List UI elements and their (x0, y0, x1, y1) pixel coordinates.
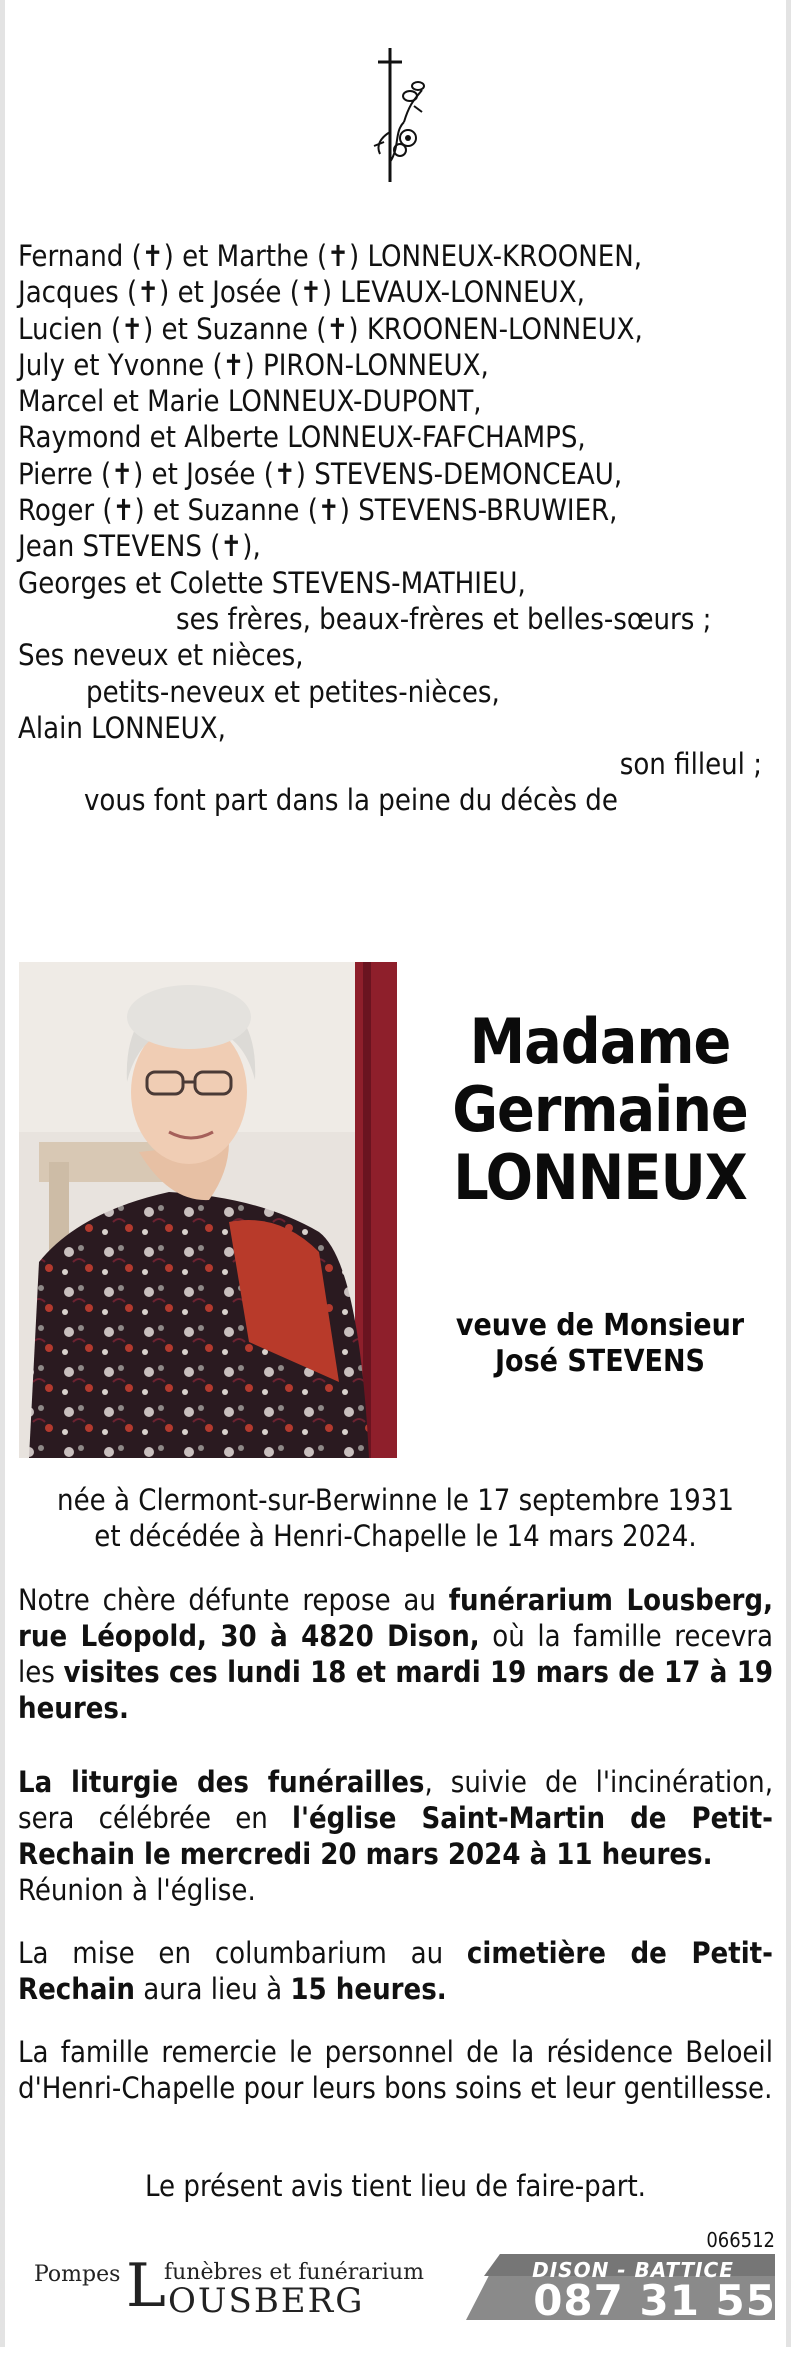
deceased-title: Madame (469, 1005, 731, 1078)
footer-phone: 087 31 55 55 (533, 2276, 776, 2374)
church-date-time: l'église Saint-Martin de Petit-Rechain le mercredi 20 mars 2024 à 11 heures. (18, 1801, 773, 1871)
family-line: Alain LONNEUX, (18, 710, 226, 745)
columbarium-text-a: La mise en columbarium au (18, 1936, 467, 1970)
family-line: Pierre (✝) et Josée (✝) STEVENS-DEMONCEAU, (18, 456, 623, 491)
reunion-note: Réunion à l'église. (18, 1873, 256, 1907)
left-border (0, 0, 5, 2347)
right-border (786, 0, 791, 2347)
family-line: Marcel et Marie LONNEUX-DUPONT, (18, 384, 482, 419)
visitation-times: visites ces lundi 18 et mardi 19 mars de 17 à 19 heures. (18, 1655, 774, 1725)
widow-line-2: José STEVENS (495, 1344, 705, 1379)
columbarium-text-c: aura lieu à (134, 1972, 291, 2006)
footer-funebres: funèbres et funérarium (164, 2260, 424, 2285)
family-line: Fernand (✝) et Marthe (✝) LONNEUX-KROONEN, (18, 239, 643, 273)
family-line: Lucien (✝) et Suzanne (✝) KROONEN-LONNEUX, (18, 311, 643, 346)
portrait-photo (19, 962, 397, 1458)
liturgy-paragraph (18, 1764, 773, 1908)
cemetery-name: cimetière de Petit-Rechain (18, 1936, 773, 2006)
funeral-home-footer (18, 2251, 776, 2374)
birth-line: née à Clermont-sur-Berwinne le 17 septembre 1931 (57, 1483, 734, 1517)
footer-brand-initial: L (126, 2251, 166, 2321)
footer-brand-name: OUSBERG (168, 2281, 365, 2321)
family-line: Jean STEVENS (✝), (18, 529, 261, 564)
deceased-name-block (420, 1005, 780, 1214)
family-line: vous font part dans la peine du décès de (84, 783, 618, 818)
birth-death-dates (18, 1482, 773, 1554)
family-line: Ses neveux et nièces, (18, 638, 304, 673)
footer-pompes: Pompes (34, 2262, 121, 2287)
visitation-text-a: Notre chère défunte repose au (18, 1583, 449, 1617)
deceased-last-name: LONNEUX (453, 1141, 747, 1214)
ad-code: 066512 (706, 2228, 775, 2252)
family-line: Jacques (✝) et Josée (✝) LEVAUX-LONNEUX, (18, 275, 585, 310)
funerarium-address: funérarium Lousberg, rue Léopold, 30 à 4820 Dison, (18, 1583, 773, 1653)
liturgy-heading: La liturgie des funérailles (18, 1765, 425, 1799)
family-line: Roger (✝) et Suzanne (✝) STEVENS-BRUWIER, (18, 493, 618, 528)
columbarium-time: 15 heures. (290, 1972, 447, 2006)
widow-line-1: veuve de Monsieur (455, 1308, 745, 1343)
thanks-paragraph: La famille remercie le personnel de la résidence Beloeil d'Henri-Chapelle pour leurs bons soins et leur gentillesse. (18, 2035, 773, 2105)
cross-flower-icon (360, 42, 432, 186)
closing-line: Le présent avis tient lieu de faire-part. (145, 2169, 646, 2203)
family-line: son filleul ; (619, 747, 762, 782)
liturgy-text-b: , suivie de l'incinération, sera célébrée en (18, 1765, 773, 1835)
death-line: et décédée à Henri-Chapelle le 14 mars 2024. (94, 1519, 697, 1553)
widow-note (420, 1308, 780, 1380)
family-line: July et Yvonne (✝) PIRON-LONNEUX, (18, 347, 489, 382)
family-line: Georges et Colette STEVENS-MATHIEU, (18, 565, 526, 600)
visitation-paragraph (18, 1582, 773, 1726)
columbarium-paragraph (18, 1935, 773, 2007)
family-announcement (18, 238, 778, 819)
family-line: ses frères, beaux-frères et belles-sœurs ; (176, 601, 712, 636)
deceased-first-name: Germaine (452, 1073, 748, 1146)
family-line: petits-neveux et petites-nièces, (86, 674, 500, 709)
visitation-text-c: où la famille recevra les (18, 1619, 773, 1689)
footer-city: DISON - BATTICE (532, 2258, 734, 2282)
family-line: Raymond et Alberte LONNEUX-FAFCHAMPS, (18, 420, 586, 455)
